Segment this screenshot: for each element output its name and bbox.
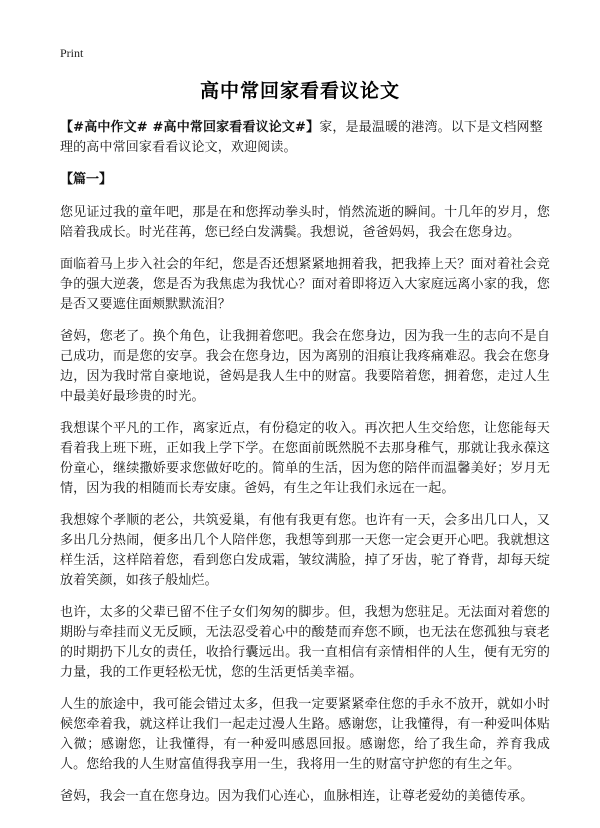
paragraph-4: 我想谋个平凡的工作，离家近点，有份稳定的收入。再次把人生交给您，让您能每天看着我上班下班，正如我上学下学。在您面前既然脱不去那身稚气，那就让我永葆这份童心，继续撒娇要求您做好吃的。简单的生活，因为您的陪伴而温馨美好；岁月无情，因为我的相随而长寿安康。爸妈，有生之年让我们永远在一起。 (60, 421, 550, 496)
page-title: 高中常回家看看议论文 (199, 80, 400, 102)
paragraph-1: 您见证过我的童年吧，那是在和您挥动拳头时，悄然流逝的瞬间。十几年的岁月，您陪着我成长。时光荏苒，您已经白发满鬓。我想说，爸爸妈妈，我会在您身边。 (60, 205, 550, 240)
intro-tag: 【#高中作文# #高中常回家看看议论文#】 (60, 120, 320, 135)
paragraph-3: 爸妈，您老了。换个角色，让我拥着您吧。我会在您身边，因为我一生的志向不是自己成功，而是您的安享。我会在您身边，因为离别的泪痕让我疼痛难忍。我会在您身边，因为我时常自豪地说，爸妈是我人生中的财富。我要陪着您，拥着您，走过人生中最美好最珍贵的时光。 (60, 329, 550, 404)
paragraph-5: 我想嫁个孝顺的老公，共筑爱巢，有他有我更有您。也许有一天，会多出几口人，又多出几分热闹，便多出几个人陪伴您，我想等到那一天您一定会更开心吧。我就想这样生活，这样陪着您，看到您白发成霜，皱纹满脸，掉了牙齿，驼了脊背，却每天绽放着笑颜，如孩子般灿烂。 (60, 513, 550, 588)
paragraph-8: 爸妈，我会一直在您身边。因为我们心连心，血脉相连，让尊老爱幼的美德传承。 (60, 789, 534, 804)
intro-text: 家，是最温暖的港湾。以下是文档网整理的高中常回家看看议论文，欢迎阅读。 (60, 120, 543, 155)
paragraph-6: 也许，太多的父辈已留不住子女们匆匆的脚步。但，我想为您驻足。无法面对着您的期盼与牵挂而义无反顾，无法忍受着心中的酸楚而弃您不顾，也无法在您孤独与衰老的时期扔下儿女的责任，收拾行囊远出。我一直相信有亲情相伴的人生，便有无穷的力量，我的工作更轻松无忧，您的生活更恬美幸福。 (60, 605, 550, 680)
article-body (60, 118, 550, 819)
paragraph-2: 面临着马上步入社会的年纪，您是否还想紧紧地拥着我，把我捧上天？面对着社会竞争的强大逆袭，您是否为我焦虑为我忧心？面对着即将迈入大家庭远离小家的我，您是否又要遮住面颊默默流泪？ (60, 257, 550, 312)
paragraph-7: 人生的旅途中，我可能会错过太多，但我一定要紧紧牵住您的手永不放开，就如小时候您牵着我，就这样让我们一起走过漫人生路。感谢您，让我懂得，有一种爱叫体贴入微；感谢您，让我懂得，有一种爱叫感恩回报。感谢您，给了我生命，养育我成人。您给我的人生财富值得我享用一生，我将用一生的财富守护您的有生之年。 (60, 697, 550, 772)
section-heading: 【篇一】 (60, 172, 113, 187)
intro-paragraph (60, 118, 550, 158)
print-label: Print (60, 46, 84, 60)
